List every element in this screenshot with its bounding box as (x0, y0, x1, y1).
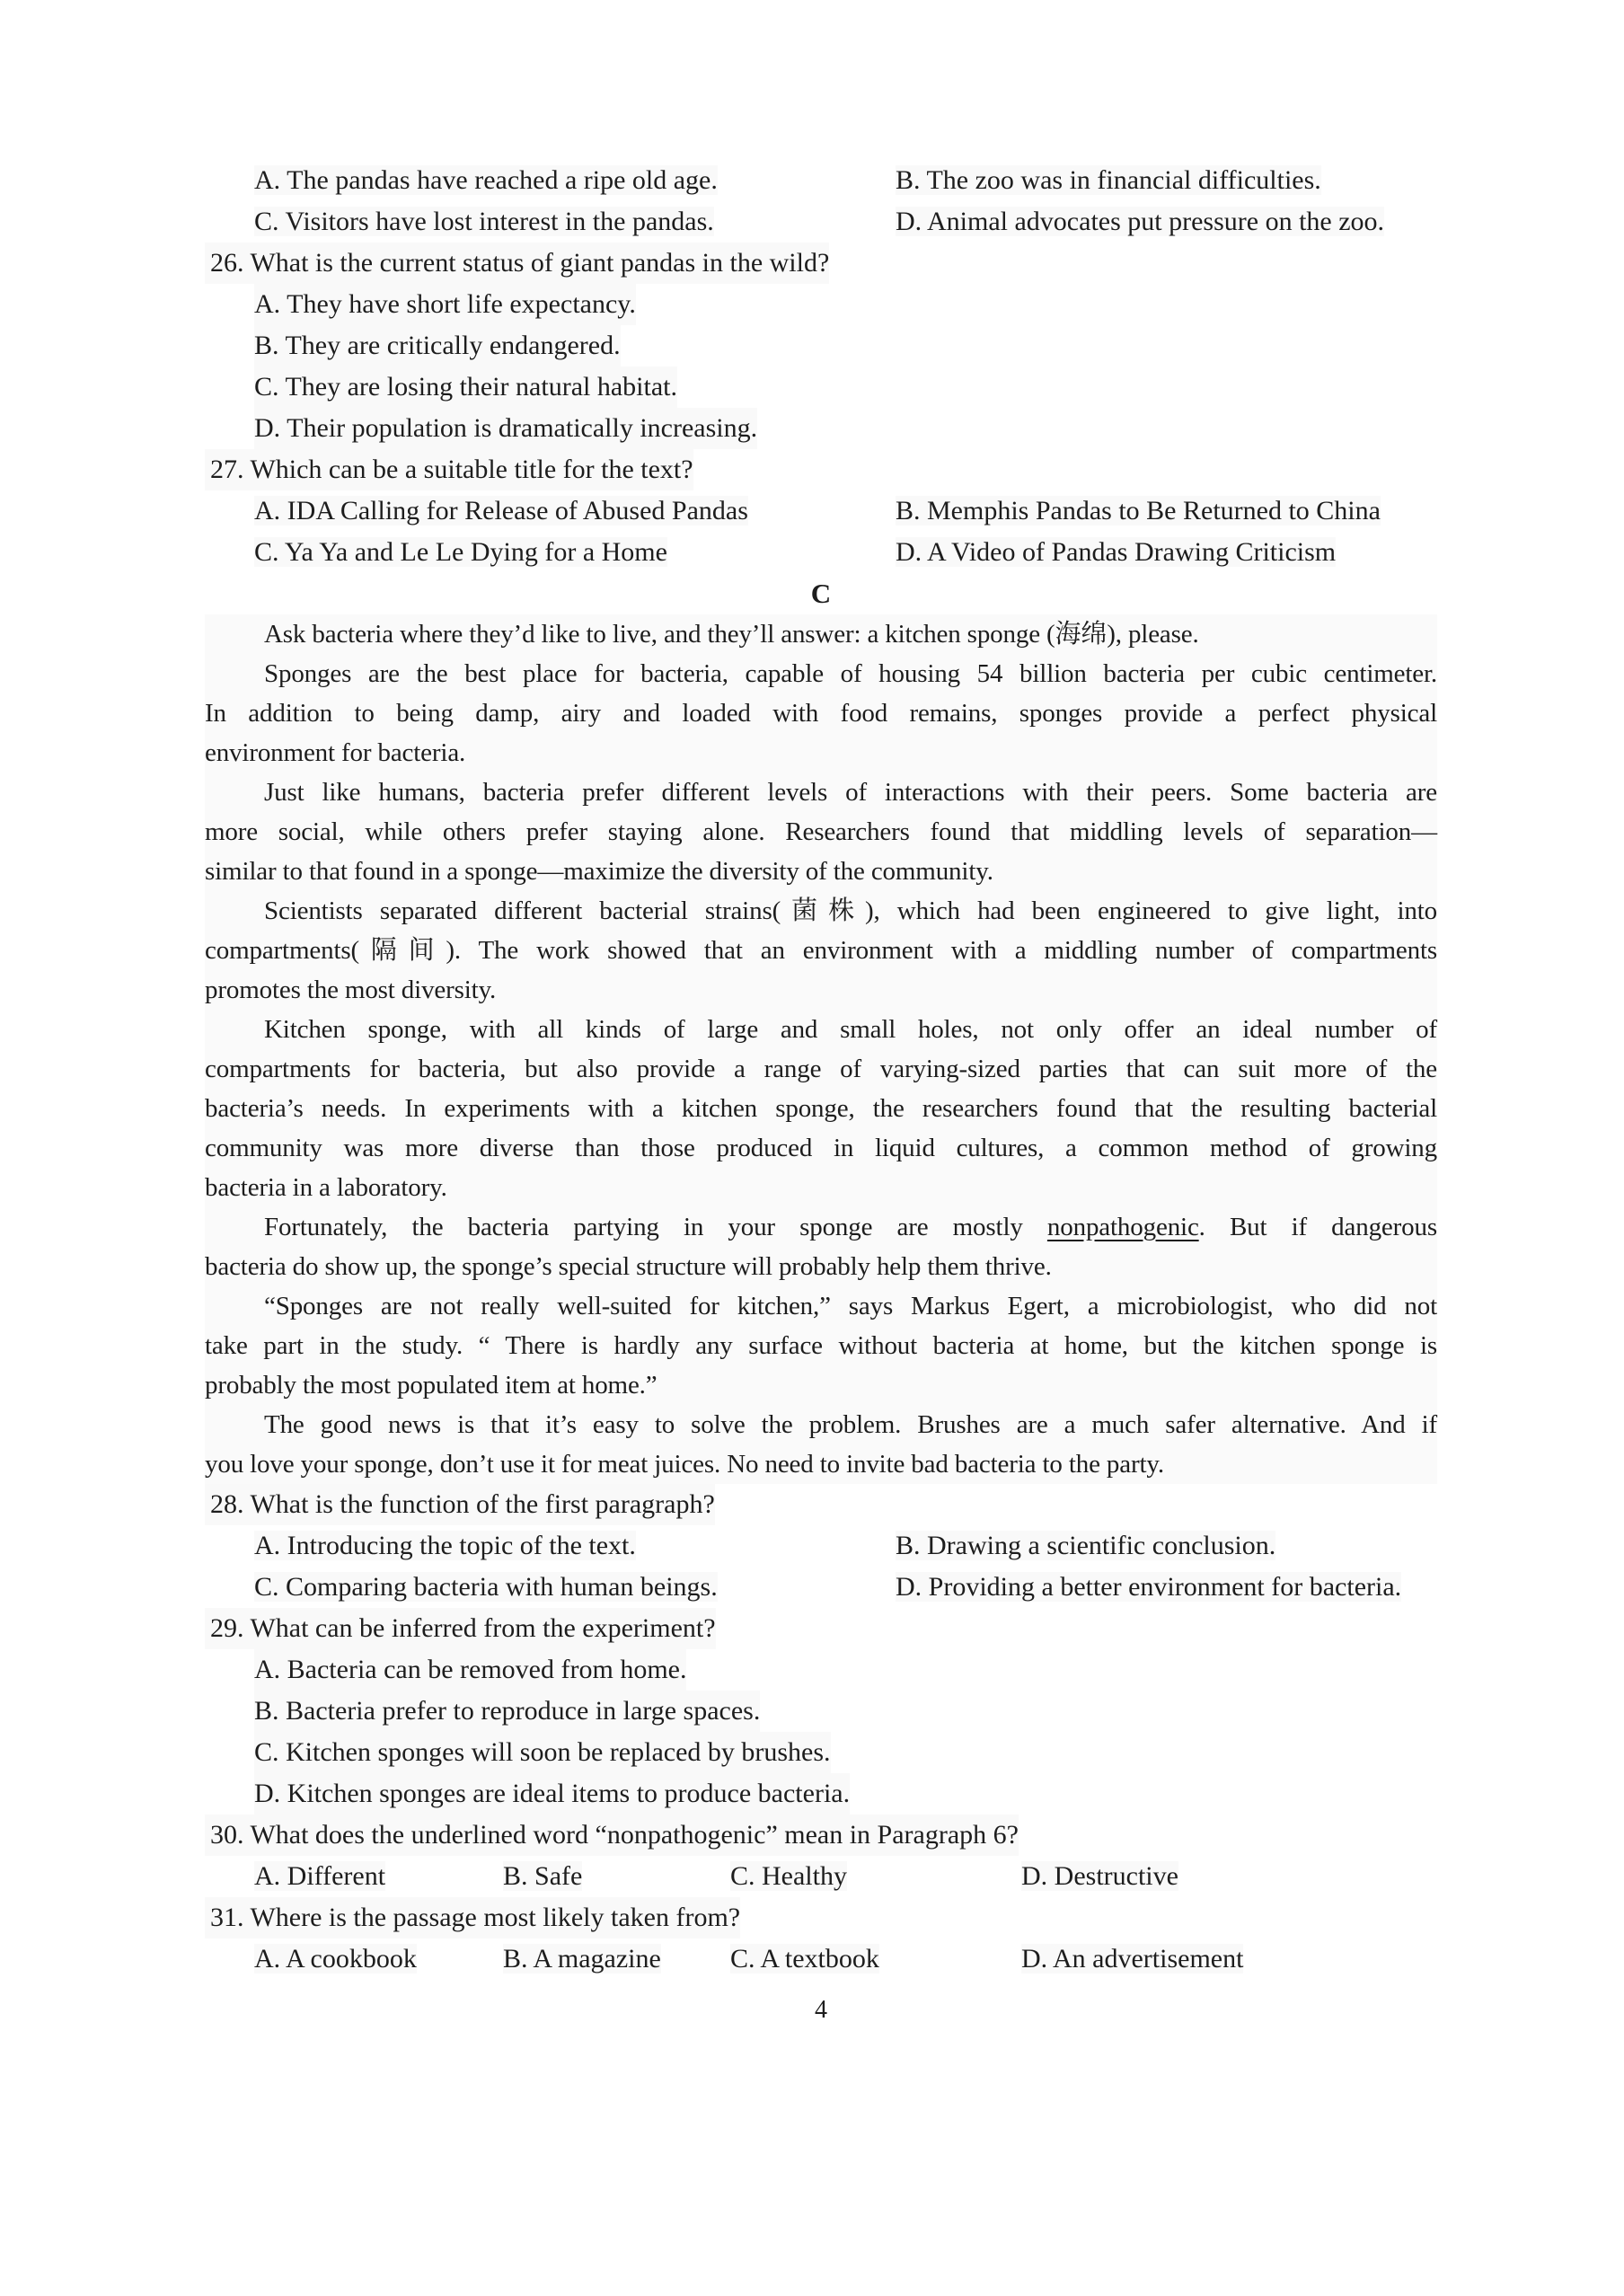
option: C. They are losing their natural habitat. (254, 366, 677, 408)
passage-line: Kitchen sponge, with all kinds of large and small holes, not only offer an ideal number of (205, 1010, 1437, 1049)
option-text: C. Ya Ya and Le Le Dying for a Home (254, 537, 667, 567)
passage-line: In addition to being damp, airy and loaded with food remains, sponges provide a perfect physical (205, 693, 1437, 733)
option (896, 490, 1381, 532)
option (896, 160, 1321, 201)
passage-line: community was more diverse than those produced in liquid cultures, a common method of growing (205, 1128, 1437, 1168)
option (1021, 1856, 1178, 1897)
passage-paragraph (205, 654, 1437, 773)
page-number: 4 (815, 1996, 827, 2024)
option-text: C. A textbook (730, 1944, 879, 1974)
option-row (205, 1567, 1437, 1608)
question-prompt: 26. What is the current status of giant pandas in the wild? (205, 243, 829, 284)
option: C. Kitchen sponges will soon be replaced by brushes. (254, 1732, 831, 1773)
passage-section-label: C (810, 578, 832, 609)
option: D. Kitchen sponges are ideal items to produce bacteria. (254, 1773, 850, 1815)
option-text: C. Healthy (730, 1861, 847, 1891)
carryover-options (205, 160, 1437, 243)
option-text: D. Animal advocates put pressure on the zoo. (896, 207, 1385, 236)
option (896, 1567, 1401, 1608)
passage-body (205, 614, 1437, 1484)
option (503, 1856, 730, 1897)
option (254, 1856, 503, 1897)
option-text: D. Destructive (1021, 1861, 1178, 1891)
option: B. Bacteria prefer to reproduce in large spaces. (254, 1691, 760, 1732)
option-row (205, 1938, 1437, 1980)
option (896, 532, 1336, 573)
passage-paragraph (205, 891, 1437, 1010)
passage-line: bacteria’s needs. In experiments with a kitchen sponge, the researchers found that the resulting bacterial (205, 1089, 1437, 1128)
option: A. They have short life expectancy. (254, 284, 636, 325)
option (896, 201, 1384, 243)
passage-line: Fortunately, the bacteria partying in your sponge are mostly nonpathogenic. But if dangerous (205, 1207, 1437, 1247)
option-row (205, 532, 1437, 573)
option-row (205, 160, 1437, 201)
passage-line: more social, while others prefer staying alone. Researchers found that middling levels of separation— (205, 812, 1437, 852)
option (254, 1567, 896, 1608)
questions-26-27 (205, 243, 1437, 573)
option: B. They are critically endangered. (254, 325, 621, 366)
option (896, 1525, 1275, 1567)
option-text: D. A Video of Pandas Drawing Criticism (896, 537, 1337, 567)
option (254, 160, 896, 201)
question-prompt: 27. Which can be a suitable title for the text? (205, 449, 693, 490)
questions-28-31 (205, 1484, 1437, 1980)
passage-line: take part in the study. “ There is hardly any surface without bacteria at home, but the kitchen sponge is (205, 1326, 1437, 1365)
option-row (205, 1525, 1437, 1567)
passage-line: promotes the most diversity. (205, 970, 1437, 1010)
option-text: A. IDA Calling for Release of Abused Pandas (254, 496, 748, 525)
option-text: B. Safe (503, 1861, 583, 1891)
option-text: B. Memphis Pandas to Be Returned to China (896, 496, 1381, 525)
option (730, 1856, 1021, 1897)
passage-line: you love your sponge, don’t use it for meat juices. No need to invite bad bacteria to the party. (205, 1444, 1437, 1484)
question-prompt: 28. What is the function of the first paragraph? (205, 1484, 715, 1525)
passage-line: probably the most populated item at home.” (205, 1365, 1437, 1405)
passage-line: Ask bacteria where they’d like to live, and they’ll answer: a kitchen sponge (海绵), please. (205, 614, 1437, 654)
passage-paragraph (205, 1207, 1437, 1286)
passage-line: Scientists separated different bacterial strains(菌株), which had been engineered to give light, into (205, 891, 1437, 931)
option-row (205, 201, 1437, 243)
passage-line: Sponges are the best place for bacteria, capable of housing 54 billion bacteria per cubic centimeter. (205, 654, 1437, 693)
question-prompt: 31. Where is the passage most likely taken from? (205, 1897, 740, 1938)
passage-line: bacteria do show up, the sponge’s special structure will probably help them thrive. (205, 1247, 1437, 1286)
passage-line: compartments(隔间). The work showed that an environment with a middling number of compartments (205, 931, 1437, 970)
passage-paragraph (205, 1286, 1437, 1405)
option-text: D. An advertisement (1021, 1944, 1244, 1974)
option-row (205, 490, 1437, 532)
option-text: A. Introducing the topic of the text. (254, 1531, 636, 1560)
option-text: C. Visitors have lost interest in the pandas. (254, 207, 714, 236)
option (254, 1938, 503, 1980)
passage-paragraph (205, 614, 1437, 654)
option-text: A. A cookbook (254, 1944, 417, 1974)
passage-line: environment for bacteria. (205, 733, 1437, 773)
option (254, 1525, 896, 1567)
option-text: A. The pandas have reached a ripe old age. (254, 165, 718, 195)
option: A. Bacteria can be removed from home. (254, 1649, 686, 1691)
option (730, 1938, 1021, 1980)
option-text: B. The zoo was in financial difficulties. (896, 165, 1321, 195)
passage-line: similar to that found in a sponge—maximize the diversity of the community. (205, 852, 1437, 891)
option-text: B. A magazine (503, 1944, 661, 1974)
passage-line: The good news is that it’s easy to solve the problem. Brushes are a much safer alternative. And if (205, 1405, 1437, 1444)
option (254, 201, 896, 243)
passage-paragraph (205, 1010, 1437, 1207)
underlined-word: nonpathogenic (1046, 1213, 1199, 1241)
option-row (205, 1856, 1437, 1897)
passage-line: Just like humans, bacteria prefer different levels of interactions with their peers. Some bacteria are (205, 773, 1437, 812)
option-text: A. Different (254, 1861, 386, 1891)
option (254, 490, 896, 532)
option (254, 532, 896, 573)
question-prompt: 29. What can be inferred from the experiment? (205, 1608, 716, 1649)
passage-line: “Sponges are not really well-suited for kitchen,” says Markus Egert, a microbiologist, who did not (205, 1286, 1437, 1326)
option: D. Their population is dramatically increasing. (254, 408, 757, 449)
option-text: D. Providing a better environment for bacteria. (896, 1572, 1402, 1602)
option-text: B. Drawing a scientific conclusion. (896, 1531, 1276, 1560)
option-text: C. Comparing bacteria with human beings. (254, 1572, 718, 1602)
passage-line: compartments for bacteria, but also provide a range of varying-sized parties that can suit more of the (205, 1049, 1437, 1089)
passage-paragraph (205, 773, 1437, 891)
option (503, 1938, 730, 1980)
passage-line: bacteria in a laboratory. (205, 1168, 1437, 1207)
passage-paragraph (205, 1405, 1437, 1484)
content-column (205, 160, 1437, 2030)
question-prompt: 30. What does the underlined word “nonpathogenic” mean in Paragraph 6? (205, 1815, 1019, 1856)
option (1021, 1938, 1243, 1980)
